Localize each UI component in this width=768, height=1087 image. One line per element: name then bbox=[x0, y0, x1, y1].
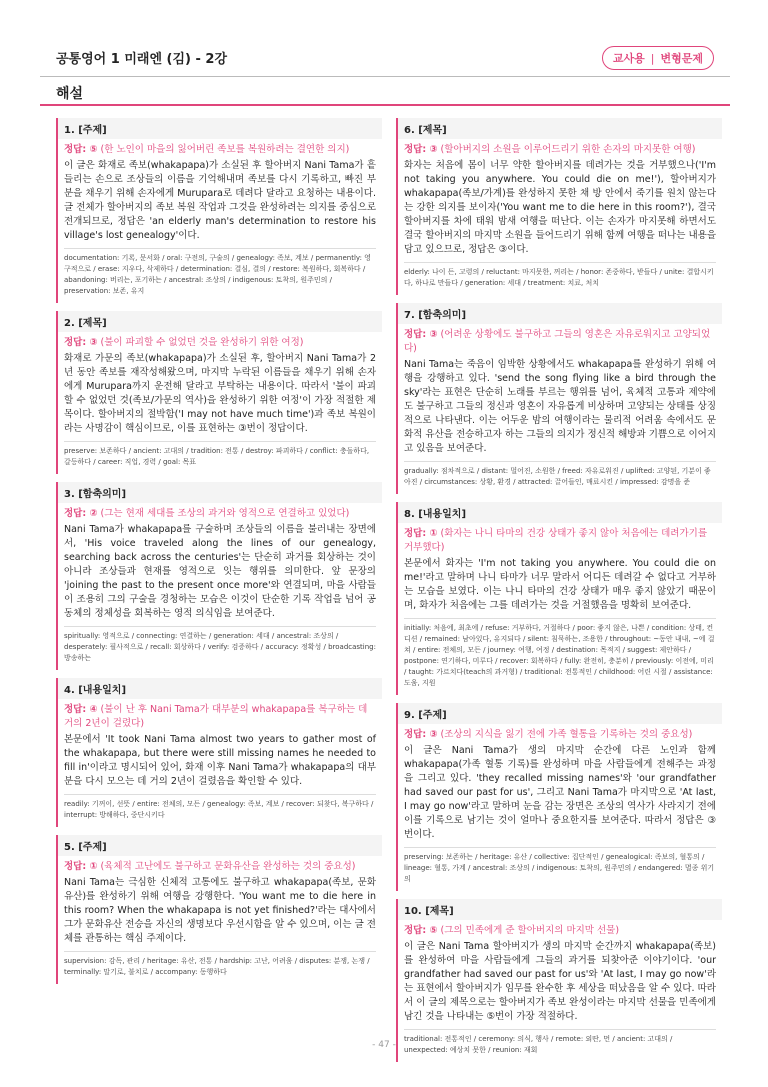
question-block bbox=[56, 835, 382, 984]
answer-label: 정답: ⑤ bbox=[64, 144, 98, 155]
explanation-text: 이 글은 Nani Tama가 생의 마지막 순간에 다른 노인과 함께 whakapapa(가족 혈통 기록)를 완성하며 마을 사람들에게 전해주는 과정을 그리고 있다. 'they recalled missing names'와 'our grandfather had saved our past for us', 그리고 Nani Tama가 마지막으로 'At last, I may go now'라고 말하며 눈을 감는 장면은 조상의 역사가 사라지기 전에 이를 기록으로 남기는 것이 얼마나 중요한지를 보여준다. 따라서 정답은 ③번이다. bbox=[404, 745, 716, 840]
header-divider bbox=[40, 76, 730, 77]
explanation-text: Nani Tama는 죽음이 임박한 상황에서도 whakapapa를 완성하기 위해 여행을 강행하고 있다. 'send the song flying like a bird through the sky'라는 표현은 단순히 노래를 부르는 행위를 넘어, 육체적 고통과 제약에도 불구하고 그들의 정신과 영혼이 자유롭게 비상하며 고양되는 상태를 상징적으로 나타낸다. 이는 어두운 밤의 여행이라는 물리적 어려움 속에서도 문화적 유산을 전승하고자 하는 그들의 의지가 정신적 해방과 기쁨으로 이어지고 있음을 보여준다. bbox=[404, 359, 716, 454]
explanation-text: 이 글은 화재로 족보(whakapapa)가 소실된 후 할아버지 Nani Tama가 흩들리는 손으로 조상들의 이름을 기억해내며 족보를 다시 기록하고, 빠진 부분을 채우기 위해 손자에게 Murupara로 데려다 달라고 요청하는 내용이다. 글 전체가 할아버지의 족보 복원 작업과 그것을 완성하려는 의지를 중심으로 전개되므로, 정답은 'an elderly man's determination to restore his village's lost genealogy'이다. bbox=[64, 160, 376, 241]
vocabulary-list: documentation: 기록, 문서화 / oral: 구전의, 구술의 / genealogy: 족보, 계보 / permanently: 영구적으로 / erase: 지우다, 삭제하다 / determination: 결심, 결의 / restore: 복원하다, 회복하다 / abandoning: 버리는, 포기하는 / ancestral: 조상의 / indigenous: 토착의, 원주민의 / preservation: 보존, 유지 bbox=[64, 248, 376, 297]
question-body bbox=[58, 856, 382, 984]
answer-text: (할아버지의 소원을 이루어드리기 위한 손자의 마지못한 여행) bbox=[437, 144, 696, 155]
badge-type-label: 변형문제 bbox=[660, 52, 703, 65]
question-body bbox=[58, 503, 382, 670]
question-heading: 8. [내용일치] bbox=[398, 502, 722, 523]
answer-text: (육체적 고난에도 불구하고 문화유산을 완성하는 것의 중요성) bbox=[97, 861, 356, 872]
vocabulary-list: spiritually: 영적으로 / connecting: 연결하는 / generation: 세대 / ancestral: 조상의 / desperately: 필사적으로 / recall: 회상하다 / verify: 검증하다 / accuracy: 정확성 / broadcasting: 방송하는 bbox=[64, 626, 376, 664]
answer-line bbox=[404, 527, 716, 555]
vocabulary-list: readily: 기꺼이, 선뜻 / entire: 전체의, 모든 / genealogy: 족보, 계보 / recover: 되찾다, 복구하다 / interrupt: 방해하다, 중단시키다 bbox=[64, 794, 376, 821]
question-block bbox=[56, 482, 382, 670]
page-header bbox=[56, 46, 714, 72]
question-heading: 1. [주제] bbox=[58, 118, 382, 139]
explanation-text: Nani Tama는 극심한 신체적 고통에도 불구하고 whakapapa(족보, 문화유산)를 완성하기 위해 여행을 강행한다. 'You want me to die here in this room? When the whakapapa is not yet finished?'라는 대사에서 그가 문화유산 전승을 자신의 생명보다 우선시함을 알 수 있으며, 이는 글 전체를 관통하는 핵심 주제이다. bbox=[64, 877, 376, 944]
answer-label: 정답: ③ bbox=[404, 144, 438, 155]
answer-text: (불이 난 후 Nani Tama가 대부분의 whakapapa를 복구하는 데 거의 2년이 걸렸다) bbox=[64, 704, 368, 729]
answer-label: 정답: ② bbox=[64, 508, 98, 519]
answer-line bbox=[64, 507, 376, 521]
answer-line bbox=[404, 328, 716, 356]
answer-text: (화자는 나니 타마의 건강 상태가 좋지 않아 처음에는 데려가기를 거부했다) bbox=[404, 528, 708, 553]
section-divider bbox=[40, 104, 730, 106]
question-heading: 7. [함축의미] bbox=[398, 303, 722, 324]
answer-label: 정답: ① bbox=[64, 861, 98, 872]
vocabulary-list: preserving: 보존하는 / heritage: 유산 / collective: 집단적인 / genealogical: 족보의, 혈통의 / lineage: 혈통, 가계 / ancestral: 조상의 / indigenous: 토착의, 원주민의 / endangered: 멸종 위기의 bbox=[404, 847, 716, 885]
answer-label: 정답: ④ bbox=[64, 704, 98, 715]
badge-separator: | bbox=[650, 51, 655, 65]
answer-text: (그는 현재 세대를 조상의 과거와 영적으로 연결하고 있었다) bbox=[97, 508, 350, 519]
question-heading: 10. [제목] bbox=[398, 899, 722, 920]
answer-line bbox=[404, 728, 716, 742]
answer-line bbox=[64, 703, 376, 731]
answer-text: (불이 파괴할 수 없었던 것을 완성하기 위한 여정) bbox=[97, 337, 304, 348]
question-heading: 4. [내용일치] bbox=[58, 678, 382, 699]
explanation-text: 화재로 가문의 족보(whakapapa)가 소실된 후, 할아버지 Nani Tama가 2년 동안 족보를 재작성해왔으며, 마지막 누락된 이름들을 채우기 위해 손자에게 Murupara까지 운전해 달라고 부탁하는 내용이다. 따라서 '불이 파괴할 수 없었던 것(족보/가문의 역사)을 완성하기 위한 여정'이 가장 적절한 제목이다. 할아버지의 절박함('I may not have much time')과 족보 복원이라는 사명감이 핵심이므로, 이를 표현하는 ③번이 정답이다. bbox=[64, 353, 376, 434]
explanation-text: 이 글은 Nani Tama 할아버지가 생의 마지막 순간까지 whakapapa(족보)를 완성하여 마을 사람들에게 그들의 과거를 되찾아준 이야기이다. 'our grandfather had saved our past for us'와 'At last, I may go now'라는 표현에서 할아버지가 임무를 완수한 후 세상을 떠났음을 알 수 있다. 따라서 이 글의 제목으로는 할아버지가 족보 완성이라는 마지막 선물을 민족에게 남긴 것을 나타내는 ⑤번이 가장 적절하다. bbox=[404, 941, 716, 1022]
answer-line bbox=[64, 860, 376, 874]
question-block bbox=[396, 502, 722, 695]
explanation-text: 본문에서 'It took Nani Tama almost two years to gather most of the whakapapa, but there were still missing names he needed to fill in'이라고 명시되어 있어, 화재 이후 Nani Tama가 whakapapa의 대부분을 다시 모으는 데 거의 2년이 걸렸음을 확인할 수 있다. bbox=[64, 734, 376, 787]
question-block bbox=[396, 303, 722, 494]
answer-line bbox=[404, 143, 716, 157]
answer-label: 정답: ③ bbox=[64, 337, 98, 348]
answer-label: 정답: ⑤ bbox=[404, 925, 438, 936]
question-body bbox=[58, 139, 382, 303]
explanation-text: 본문에서 화자는 'I'm not taking you anywhere. You could die on me!'라고 말하며 나니 타마가 너무 말라서 어디든 데려갈 수 없다고 거부하는 모습을 보였다. 이는 나니 타마의 건강 상태가 매우 좋지 않았기 때문이며, 화자가 처음에는 그를 데려가는 것을 거절했음을 명확히 보여준다. bbox=[404, 558, 716, 611]
section-title: 해설 bbox=[56, 86, 84, 102]
question-block bbox=[56, 678, 382, 827]
question-block bbox=[56, 311, 382, 474]
question-heading: 6. [제목] bbox=[398, 118, 722, 139]
vocabulary-list: initially: 처음에, 최초에 / refuse: 거부하다, 거절하다 / poor: 좋지 않은, 나쁜 / condition: 상태, 컨디션 / remained: 남아있다, 유지되다 / silent: 침묵하는, 조용한 / throughout: ~동안 내내, ~에 걸쳐 / entire: 전체의, 모든 / journey: 여행, 여정 / destination: 목적지 / suggest: 제안하다 / postpone: 연기하다, 미루다 / recover: 회복하다 / fully: 완전히, 충분히 / previously: 이전에, 미리 / taught: 가르치다(teach의 과거형) / traditional: 전통적인 / childhood: 어린 시절 / assistance: 도움, 지원 bbox=[404, 618, 716, 689]
badge-teacher-label: 교사용 bbox=[612, 52, 645, 65]
teacher-badge bbox=[602, 46, 714, 70]
vocabulary-list: elderly: 나이 든, 고령의 / reluctant: 마지못한, 꺼리는 / honor: 존중하다, 받들다 / unite: 결합시키다, 하나로 만들다 / generation: 세대 / treatment: 치료, 처치 bbox=[404, 262, 716, 289]
question-heading: 3. [함축의미] bbox=[58, 482, 382, 503]
page-number: - 47 - bbox=[372, 1040, 396, 1050]
question-block bbox=[396, 899, 722, 1062]
question-body bbox=[398, 523, 722, 695]
answer-label: 정답: ① bbox=[404, 528, 438, 539]
vocabulary-list: supervision: 감독, 관리 / heritage: 유산, 전통 / hardship: 고난, 어려움 / disputes: 분쟁, 논쟁 / terminally: 말기로, 불치로 / accompany: 동행하다 bbox=[64, 951, 376, 978]
answer-label: 정답: ③ bbox=[404, 729, 438, 740]
vocabulary-list: traditional: 전통적인 / ceremony: 의식, 행사 / remote: 외딴, 먼 / ancient: 고대의 / unexpected: 예상치 못한 / reunion: 재회 bbox=[404, 1029, 716, 1056]
answer-label: 정답: ③ bbox=[404, 329, 438, 340]
answer-line bbox=[64, 336, 376, 350]
question-body bbox=[58, 699, 382, 827]
question-heading: 2. [제목] bbox=[58, 311, 382, 332]
answer-text: (그의 민족에게 준 할아버지의 마지막 선물) bbox=[437, 925, 620, 936]
right-column bbox=[396, 118, 722, 1070]
question-body bbox=[58, 332, 382, 474]
question-block bbox=[396, 703, 722, 891]
explanation-text: 화자는 처음에 몸이 너무 약한 할아버지를 데려가는 것을 거부했으나('I'm not taking you anywhere. You could die on me!'), 할아버지가 whakapapa(족보/가계)를 완성하지 못한 채 방 안에서 죽기를 원치 않는다는 강한 의지를 보이자('You want me to die here in this room?'), 결국 할아버지를 차에 태워 밤새 여행을 떠난다. 이는 손자가 마지못해 하면서도 결국 할아버지의 마지막 소원을 들어드리기 위해 함께 여행을 떠나는 내용을 담고 있으므로, 정답은 ③이다. bbox=[404, 160, 716, 255]
question-block bbox=[56, 118, 382, 303]
book-title: 공통영어 1 미래엔 (김) - 2강 bbox=[56, 52, 228, 67]
explanation-text: Nani Tama가 whakapapa를 구술하며 조상들의 이름을 불러내는 장면에서, 'His voice traveled along the lines of our genealogy, searching back across the centuries'는 단순히 과거를 회상하는 것이 아니라 조상들과 현재를 영적으로 잇는 행위를 의미한다. 앞 문장의 'joining the past to the present once more'와 연결되며, 마을 사람들이 조용히 그의 구술을 경청하는 모습은 이것이 단순한 기록 작업을 넘어 공동체의 정체성을 회복하는 영적 의식임을 보여준다. bbox=[64, 524, 376, 619]
answer-line bbox=[404, 924, 716, 938]
vocabulary-list: gradually: 점차적으로 / distant: 멀어진, 소원한 / freed: 자유로워진 / uplifted: 고양된, 기분이 좋아진 / circumstances: 상황, 환경 / attracted: 끌어들인, 매료시킨 / impressed: 감명을 준 bbox=[404, 461, 716, 488]
vocabulary-list: preserve: 보존하다 / ancient: 고대의 / tradition: 전통 / destroy: 파괴하다 / conflict: 충돌하다, 갈등하다 / career: 직업, 경력 / goal: 목표 bbox=[64, 441, 376, 468]
answer-text: (어려운 상황에도 불구하고 그들의 영혼은 자유로워지고 고양되었다) bbox=[404, 329, 711, 354]
question-heading: 9. [주제] bbox=[398, 703, 722, 724]
question-block bbox=[396, 118, 722, 295]
left-column bbox=[56, 118, 382, 992]
answer-text: (조상의 지식을 잃기 전에 가족 혈통을 기록하는 것의 중요성) bbox=[437, 729, 693, 740]
question-heading: 5. [주제] bbox=[58, 835, 382, 856]
answer-line bbox=[64, 143, 376, 157]
question-body bbox=[398, 724, 722, 891]
question-body bbox=[398, 139, 722, 295]
answer-text: (한 노인이 마을의 잃어버린 족보를 복원하려는 결연한 의지) bbox=[97, 144, 350, 155]
question-body bbox=[398, 324, 722, 494]
